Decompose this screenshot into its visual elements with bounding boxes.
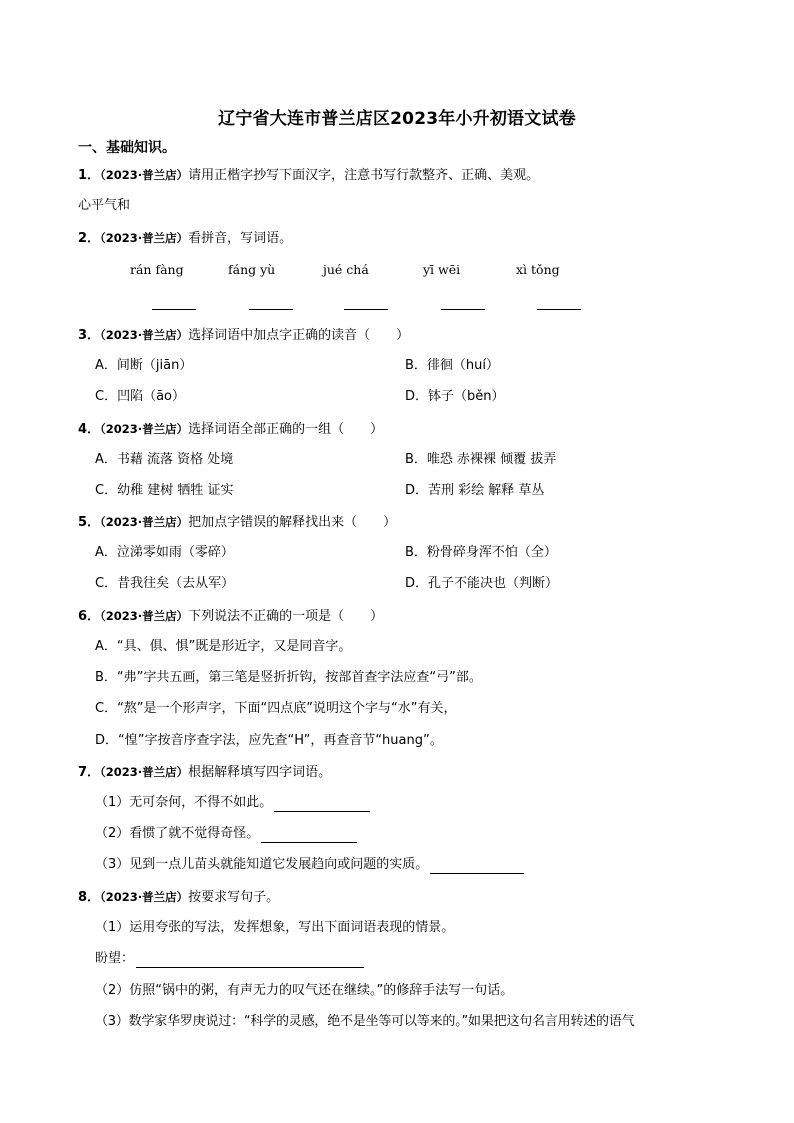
sub-item-3: （3）数学家华罗庚说过：“科学的灵感，绝不是坐等可以等来的。”如果把这句名言用转述的语气 xyxy=(95,1014,635,1029)
answer-blank[interactable] xyxy=(136,953,364,968)
question-4 xyxy=(78,420,383,439)
question-text: 按要求写句子。 xyxy=(188,890,280,905)
option-d: D．“惶”字按音序查字法，应先查“H”，再查音节“huang”。 xyxy=(95,733,443,748)
question-number: 6． xyxy=(78,609,101,624)
question-source: （2023·普兰店） xyxy=(100,328,189,342)
question-source: （2023·普兰店） xyxy=(100,890,189,904)
answer-blank[interactable] xyxy=(249,309,293,310)
option-b: B．“弗”字共五画，第三笔是竖折折钩，按部首查字法应查“弓”部。 xyxy=(95,670,482,685)
option-b: B．唯恐 赤裸裸 倾覆 拔弄 xyxy=(405,452,557,467)
question-5 xyxy=(78,513,396,532)
answer-blank[interactable] xyxy=(261,828,357,843)
answer-label: 盼望： xyxy=(95,951,135,966)
question-7 xyxy=(78,763,331,782)
option-c: C．“熬”是一个形声字，下面“四点底”说明这个字与“水”有关， xyxy=(95,701,457,716)
answer-blank[interactable] xyxy=(430,859,524,874)
question-number: 3． xyxy=(78,328,101,343)
question-source: （2023·普兰店） xyxy=(100,765,189,779)
pinyin-1: rán fàng xyxy=(130,262,184,277)
sub-item-text: （3）见到一点儿苗头就能知道它发展趋向或问题的实质。 xyxy=(95,857,429,872)
question-6 xyxy=(78,607,383,626)
sub-item-1: （1）运用夸张的写法，发挥想象，写出下面词语表现的情景。 xyxy=(95,920,455,935)
answer-line xyxy=(95,950,364,968)
question-number: 5． xyxy=(78,515,101,530)
question-source: （2023·普兰店） xyxy=(100,609,189,623)
question-number: 7． xyxy=(78,765,101,780)
option-c: C．幼稚 建树 牺牲 证实 xyxy=(95,483,234,498)
question-source: （2023·普兰店） xyxy=(100,515,189,529)
pinyin-5: xì tǒng xyxy=(516,262,560,277)
question-number: 2． xyxy=(78,231,101,246)
option-d: D．苦刑 彩绘 解释 草丛 xyxy=(405,483,545,498)
question-text: 把加点字错误的解释找出来（ ） xyxy=(188,515,397,530)
sub-item-2 xyxy=(95,825,357,843)
sub-item-text: （1）无可奈何，不得不如此。 xyxy=(95,795,273,810)
option-a: A．泣涕零如雨（零碎） xyxy=(95,545,234,560)
option-c: C．昔我往矣（去从军） xyxy=(95,576,235,591)
pinyin-2: fáng yù xyxy=(228,262,276,277)
question-text: 根据解释填写四字词语。 xyxy=(188,765,332,780)
question-source: （2023·普兰店） xyxy=(100,231,189,245)
sub-item-1 xyxy=(95,794,370,812)
question-text: 看拼音，写词语。 xyxy=(188,231,293,246)
option-b: B．徘徊（huí） xyxy=(405,358,500,373)
sub-item-text: （2）看惯了就不觉得奇怪。 xyxy=(95,826,260,841)
answer-blank[interactable] xyxy=(344,309,388,310)
question-1 xyxy=(78,166,539,185)
question-text: 选择词语全部正确的一组（ ） xyxy=(188,422,384,437)
page-title: 辽宁省大连市普兰店区2023年小升初语文试卷 xyxy=(218,109,576,129)
option-d: D．钵子（běn） xyxy=(405,389,505,404)
question-number: 4． xyxy=(78,422,101,437)
question-source: （2023·普兰店） xyxy=(100,168,189,182)
question-number: 8． xyxy=(78,890,101,905)
question-text: 请用正楷字抄写下面汉字，注意书写行款整齐、正确、美观。 xyxy=(188,168,540,183)
option-c: C．凹陷（āo） xyxy=(95,389,185,404)
option-a: A．“具、俱、惧”既是形近字，又是同音字。 xyxy=(95,639,352,654)
answer-blank[interactable] xyxy=(441,309,485,310)
question-source: （2023·普兰店） xyxy=(100,422,189,436)
sub-item-2: （2）仿照“锅中的粥，有声无力的叹气还在继续。”的修辞手法写一句话。 xyxy=(95,983,514,998)
pinyin-3: jué chá xyxy=(323,262,369,277)
question-8 xyxy=(78,888,279,907)
option-a: A．书藉 流落 资格 处境 xyxy=(95,452,234,467)
question-text: 下列说法不正确的一项是（ ） xyxy=(188,609,384,624)
copy-text: 心平气和 xyxy=(78,198,131,213)
pinyin-4: yī wēi xyxy=(423,262,461,277)
option-d: D．孔子不能决也（判断） xyxy=(405,576,559,591)
sub-item-3 xyxy=(95,856,524,874)
question-3 xyxy=(78,326,409,345)
question-number: 1． xyxy=(78,168,101,183)
option-a: A．间断（jiān） xyxy=(95,358,193,373)
question-2 xyxy=(78,229,292,248)
option-b: B．粉骨碎身浑不怕（全） xyxy=(405,545,557,560)
question-text: 选择词语中加点字正确的读音（ ） xyxy=(188,328,410,343)
section-heading: 一、基础知识。 xyxy=(78,140,176,156)
answer-blank[interactable] xyxy=(152,309,196,310)
answer-blank[interactable] xyxy=(274,797,370,812)
answer-blank[interactable] xyxy=(537,309,581,310)
